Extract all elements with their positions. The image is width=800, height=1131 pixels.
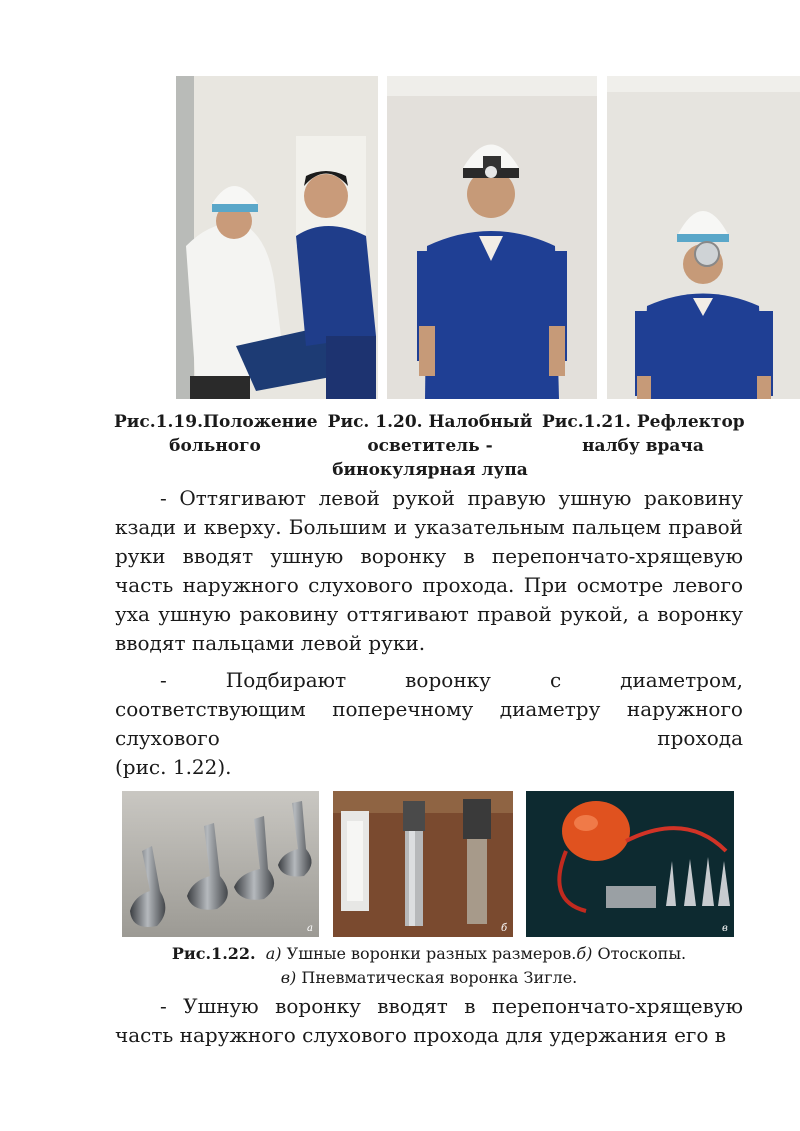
word: Подбирают	[225, 668, 347, 692]
photo-ear-specula	[122, 791, 319, 937]
paragraph-insert-speculum: - Ушную воронку вводят в перепончато-хрящевую часть наружного слухового прохода для удержания его в	[115, 994, 743, 1047]
caption-fig-1-21	[542, 410, 744, 458]
caption-fig-1-20-line3: бинокулярная лупа	[332, 460, 528, 480]
paragraph-select-speculum	[115, 666, 743, 782]
sub-label-b: б	[501, 923, 508, 934]
caption-b-letter: б)	[576, 944, 593, 963]
caption-v-letter: в)	[280, 968, 297, 987]
photo-patient-position	[176, 76, 378, 399]
word: поперечному	[332, 697, 474, 721]
photo-headlight-loupe	[387, 76, 597, 399]
caption-b-text: Отоскопы.	[592, 944, 687, 963]
paragraph2-line1	[115, 666, 743, 695]
caption-fig-1-20-line1: Рис. 1.20. Налобный	[327, 412, 533, 432]
photo-siegle-speculum	[526, 791, 734, 937]
caption-v-text: Пневматическая воронка Зигле.	[296, 968, 578, 987]
caption-fig-1-19-line2: больного	[169, 436, 261, 456]
caption-fig-1-21-line1: Рис.1.21. Рефлектор	[542, 412, 745, 432]
caption-a-letter: а)	[265, 944, 282, 963]
word: прохода	[657, 726, 743, 750]
word: с	[549, 668, 562, 692]
caption-fig-1-22-number: Рис.1.22.	[171, 944, 256, 963]
photo-otoscopes	[333, 791, 513, 937]
word: соответствующим	[115, 697, 306, 721]
caption-fig-1-22	[115, 942, 743, 990]
word: диаметром,	[620, 668, 743, 692]
paragraph2-line3	[115, 724, 743, 753]
caption-fig-1-20-line2: осветитель -	[367, 436, 493, 456]
word: слухового	[115, 726, 220, 750]
caption-a-text: Ушные воронки разных размеров.	[281, 944, 577, 963]
caption-fig-1-20	[326, 410, 534, 482]
photo-head-reflector	[607, 76, 800, 399]
word: -	[160, 668, 167, 692]
word: наружного	[626, 697, 743, 721]
sub-label-a: а	[307, 923, 313, 934]
word: воронку	[405, 668, 491, 692]
caption-fig-1-21-line2: налбу врача	[582, 436, 704, 456]
caption-fig-1-22-line1	[115, 942, 743, 966]
word: диаметру	[499, 697, 601, 721]
paragraph2-line2	[115, 695, 743, 724]
caption-fig-1-22-line2	[115, 966, 743, 990]
paragraph-ear-pull: - Оттягивают левой рукой правую ушную раковину кзади и кверху. Большим и указательным пальцем правой руки вводят ушную воронку в перепончато-хрящевую часть наружного слухового прохода. При осмотре левого уха ушную раковину оттягивают правой рукой, а воронку вводят пальцами левой руки.	[115, 486, 743, 655]
sub-label-v: в	[722, 923, 728, 934]
paragraph2-line4: (рис. 1.22).	[115, 755, 232, 779]
caption-fig-1-19-line1: Рис.1.19.Положение	[114, 412, 318, 432]
caption-fig-1-19	[114, 410, 316, 458]
